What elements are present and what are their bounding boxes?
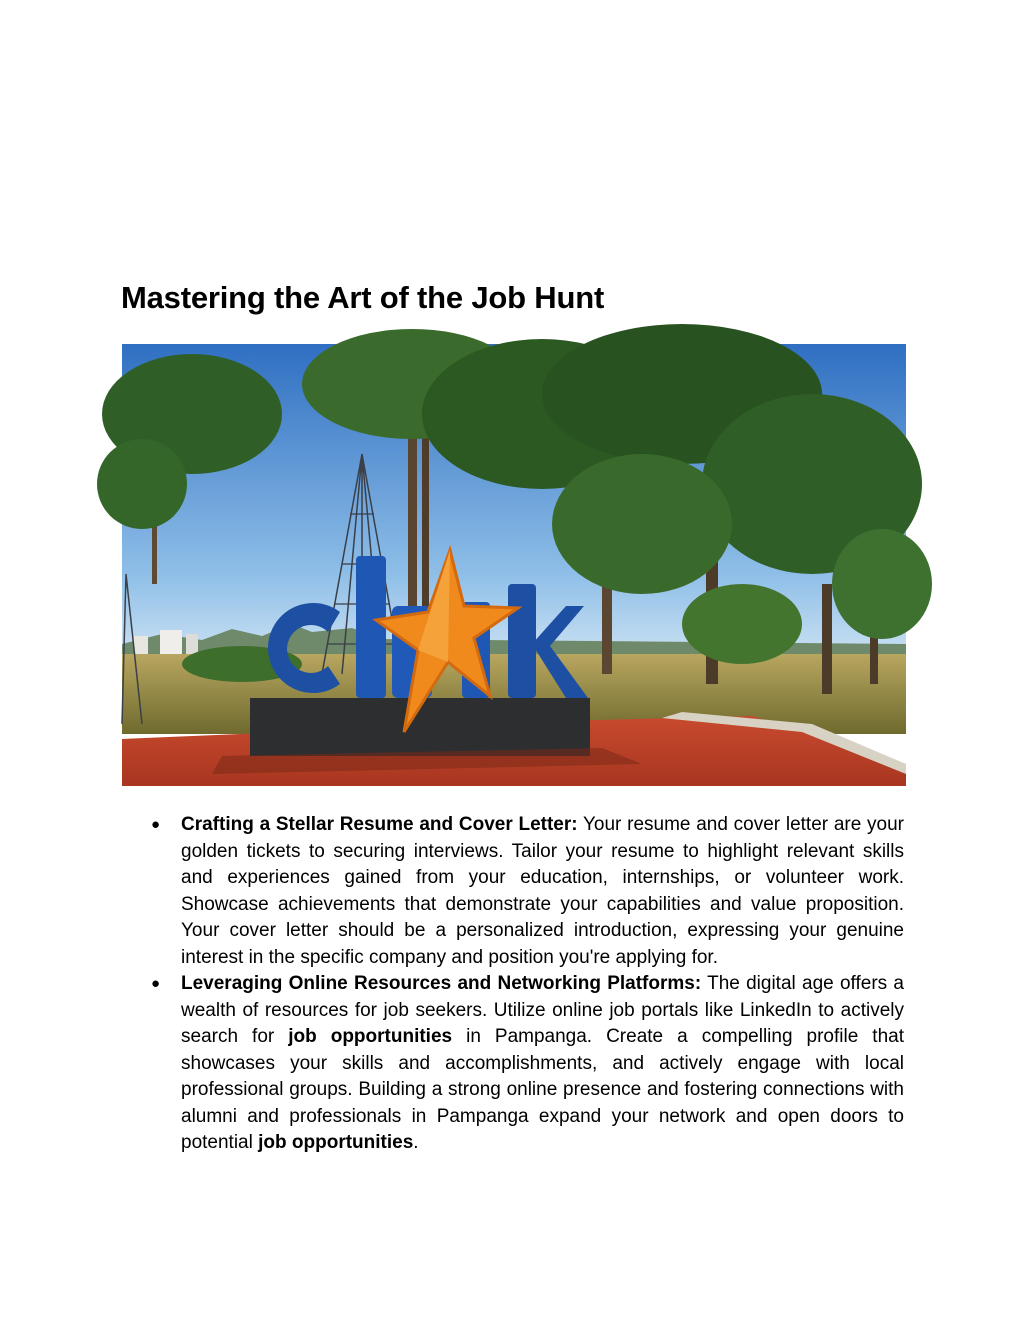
bullet-body: in Pampanga. Create a compelling profile that showcases your skills and accomplishments, and actively engage with local professional groups. Building a strong online presence and fostering connections with alumni and professionals in Pampanga expand your network and open doors to potential [181,1026,904,1153]
bullet-heading: Crafting a Stellar Resume and Cover Letter: [181,814,578,835]
bullet-body: Your resume and cover letter are your golden tickets to securing interviews. Tailor your resume to highlight relevant skills and experiences gained from your education, internships, or volunteer work. Showcase achievements that demonstrate your capabilities and value proposition. Your cover letter should be a personalized introduction, expressing your genuine interest in the specific company and position you're applying for. [181,814,904,968]
bullet-icon: ● [151,816,161,833]
bullet-body: The digital age offers a wealth of resources for job seekers. Utilize online job portals like LinkedIn to actively search for [181,973,904,1047]
job-opportunities-link[interactable]: job opportunities [258,1132,414,1153]
bullet-heading: Leveraging Online Resources and Networking Platforms: [181,973,702,994]
page-title: Mastering the Art of the Job Hunt [121,280,605,315]
job-opportunities-link[interactable]: job opportunities [288,1026,453,1047]
list-item [122,971,904,1157]
bullet-list [122,812,904,1157]
bullet-icon: ● [151,975,161,992]
bullet-body: . [413,1132,419,1153]
sign-text: clark [22,244,25,245]
bullet-paragraph [181,814,904,968]
bullet-paragraph [181,973,904,1153]
list-item [122,812,904,971]
